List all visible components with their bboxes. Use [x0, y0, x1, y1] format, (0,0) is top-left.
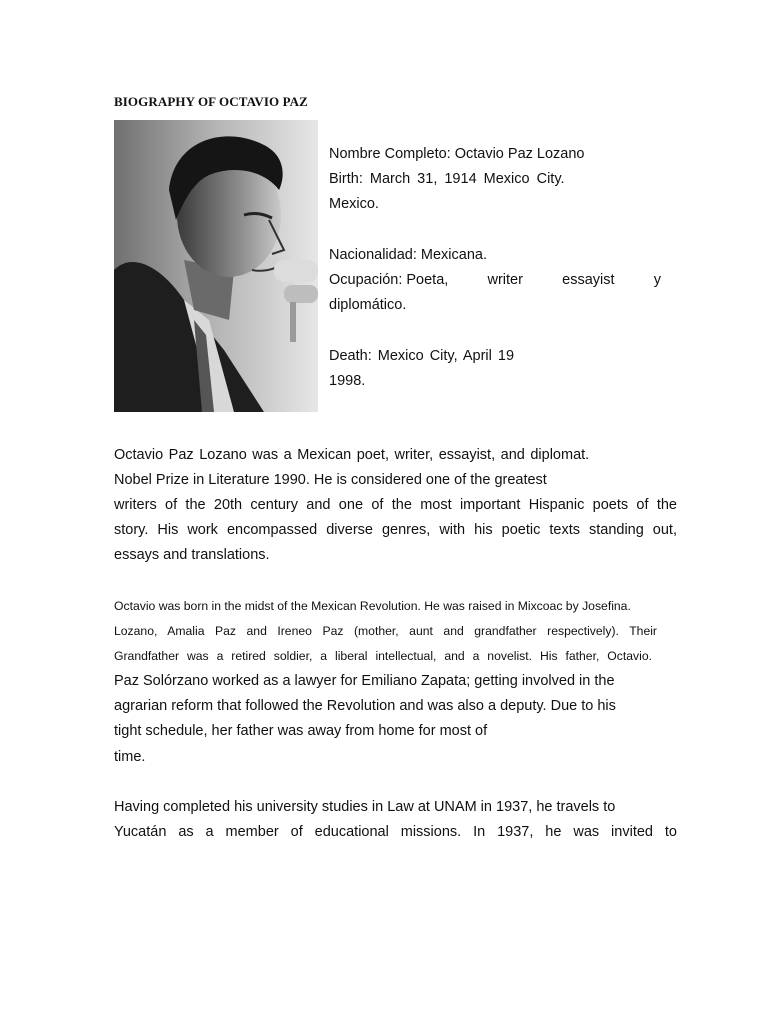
paragraph-3-line: Yucatán as a member of educational missions. In 1937, he was invited to [114, 824, 677, 840]
paragraph-2-line: Lozano, Amalia Paz and Ireneo Paz (mother, aunt and grandfather respectively). Their [114, 624, 657, 638]
paragraph-2-line: time. [114, 749, 146, 765]
paragraph-1-line: Nobel Prize in Literature 1990. He is considered one of the greatest [114, 472, 547, 488]
info-death: Death: Mexico City, April 19 [329, 348, 515, 364]
paragraph-1-line: essays and translations. [114, 547, 270, 563]
paragraph-3-line: Having completed his university studies in Law at UNAM in 1937, he travels to [114, 799, 616, 815]
occupation-word: writer [487, 272, 523, 288]
info-occupation [329, 271, 661, 289]
portrait-photo-icon [114, 120, 318, 412]
paragraph-2-line: agrarian reform that followed the Revolution and was also a deputy. Due to his [114, 698, 616, 714]
paragraph-1-line: Octavio Paz Lozano was a Mexican poet, writer, essayist, and diplomat. [114, 447, 590, 463]
info-nationality: Nacionalidad: Mexicana. [329, 247, 487, 263]
occupation-word: essayist [562, 272, 615, 288]
paragraph-1-line: writers of the 20th century and one of the most important Hispanic poets of the [114, 497, 677, 513]
paragraph-2-line: Octavio was born in the midst of the Mexican Revolution. He was raised in Mixcoac by Josefina. [114, 599, 631, 613]
info-death-year: 1998. [329, 373, 366, 389]
document-title: BIOGRAPHY OF OCTAVIO PAZ [114, 94, 308, 109]
info-birth: Birth: March 31, 1914 Mexico City. [329, 171, 565, 187]
info-birth-country: Mexico. [329, 196, 379, 212]
paragraph-2-line: Grandfather was a retired soldier, a liberal intellectual, and a novelist. His father, Octavio. [114, 649, 652, 663]
info-full-name: Nombre Completo: Octavio Paz Lozano [329, 146, 585, 162]
paragraph-2-line: tight schedule, her father was away from home for most of [114, 723, 488, 739]
info-occupation-continued: diplomático. [329, 297, 407, 313]
paragraph-2-line: Paz Solórzano worked as a lawyer for Emiliano Zapata; getting involved in the [114, 673, 615, 689]
occupation-word: Ocupación: Poeta, [329, 272, 449, 288]
occupation-word: y [653, 272, 661, 288]
paragraph-1-line: story. His work encompassed diverse genres, with his poetic texts standing out, [114, 522, 677, 538]
